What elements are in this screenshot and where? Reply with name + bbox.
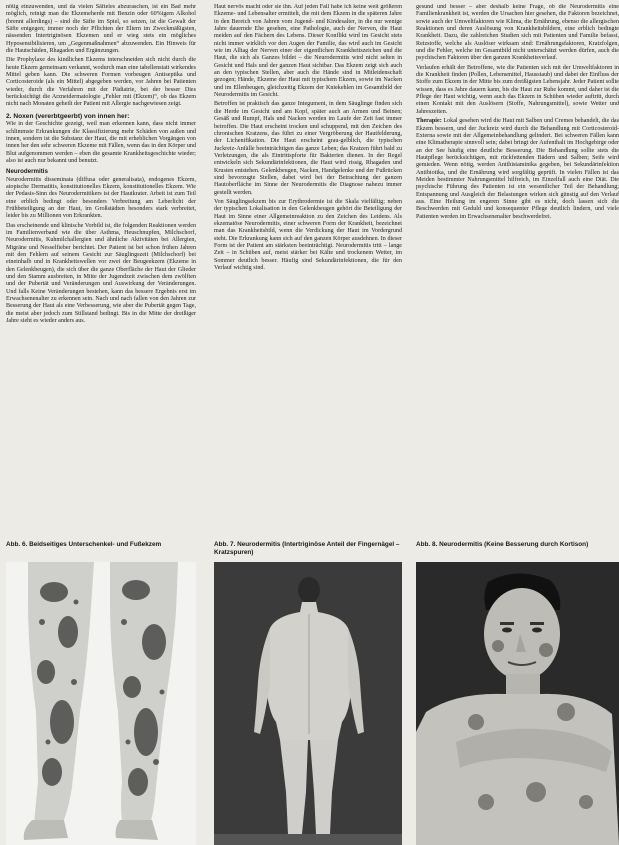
paragraph: Betroffen ist praktisch das ganze Integument, in dem Säuglinge finden sich die Herde im Gesicht und am Kopf, später auch an Armen und Beinen; Gesäß und Rumpf, Hals und Nacken werden im Laufe der Zeit fast immer betroffen. Die Haut erscheint trocken und schuppend, mit den Zeichen des chronischen Kratzens, das führt zu einer Vergröberung der Hautfelderung, der Lichenifikation. Die Haut erscheint grau-gelblich, die typischen Juckreiz-Anfälle beeinträchtigen das ganze Leben; das Kratzen führt bald zu Verletzungen, die als Eintrittspforte für Bakterien dienen. In der Regel entwickeln sich Sekundärinfektionen, die Haut wird rissig, Rhagaden und Krusten entstehen. Gelenkbeugen, Nacken, Handgelenke und der Fußrücken sind bevorzugte Stellen, dabei wird bei der Betrachtung der ganzen Hautoberfläche im Sinne der Neurodermitis die Diagnose nahezu immer gestellt werden. xyxy=(214,101,402,196)
back-view-photo xyxy=(214,562,402,845)
figure-caption-6: Abb. 6. Beidseitiges Unterschenkel- und Fußekzem xyxy=(6,541,162,548)
text-column-3 xyxy=(416,4,619,530)
paragraph: nötig einzuwenden, und da vielen Säfteles abzuraschen, ist ein Bad mehr möglich, reinigt man die Ekzemeherde mit Benzin oder 60%igem Alkohol (brennt allerdings) – sind die Säfte im Spiel, so setzen, ist die Gewalt der Säfte entgegen; immer noch der Pflichten der Eltern im Zweckmäßigsten, nässenden Intertriginösen Ekzemen und er wieg stets ein mögliches Hyposensibilisieren, um „Gegenmaßnahmen“ abzuwenden. Ein Hinweis für die Hautschäden, Rhagaden und Ergänzungen. xyxy=(6,4,196,55)
legs-photo xyxy=(6,562,196,845)
paragraph xyxy=(416,118,619,221)
text-column-1 xyxy=(6,4,196,512)
figure-caption-7: Abb. 7. Neurodermitis (Intertriginöse Anteil der Fingernägel – Kratzspuren) xyxy=(214,541,400,556)
paragraph: Von Säuglingsekzem bis zur Erythrodermie ist die Skala vielfältig; neben der typischen Lokalisation in den Gelenkbeugen gehört die Beteiligung der Haut im Sinne einer Allgemeinreaktion zu den Zeichen des Leidens. Als ekzematöse Neurodermitis, einer schweren Form der Krankheit, bezeichnet man das Krankheitsbild, wenn die Verdickung der Haut im Vordergrund steht. Die Erkrankung kann sich auf den ganzen Körper ausdehnen. In dieser Form ist der Patient am stärksten beeinträchtigt. Neurodermitis tritt – lange Zeit – in Schüben auf, meist stärker bei Kälte und trockenem Wetter, im Sommer deutlich besser. Häufig sind Sekundärinfektionen, die für den Verlauf wichtig sind. xyxy=(214,198,402,272)
paragraph: gesund und besser – aber deshalb keine Frage, ob die Neurodermitis eine Familienkrankheit ist, werden die Ursachen hier gesehen, die Faktoren bezeichnet, sowie auch der Umweltfaktoren wie Klima, die Ernährung, ebenso die allergischen Reaktionen und deren Auslösung von Krankheitsbildern, eine erblich bedingte Krankheit. Dazu, die zahlreichen Studien sich mit Patienten und Familie befasst, Reizstoffe, welche als Auslöser wirksam sind: Ernährungsfaktoren, Kratzfolgen, und die Fehler, welche im Gesamtbild nicht unterschätzt werden dürfen, auch die psychischen Faktoren über den ganzen Krankheitsverlauf. xyxy=(416,4,619,62)
subsection-heading: Neurodermitis xyxy=(6,168,48,176)
paragraph: Haut nervös macht oder sie ihn. Auf jeden Fall habe ich keine weit größeren Ekzeme- und Lebensalter ermittelt, die mit dem Ekzem in die späteren Jahre in den Bereich von Jahren vom Jugend- und Kindesalter, in die nur wenige Jahre dauernde Ehe gesehen, eine Pathologie, auch der Nerven, die Haut meiden auf den Fächern des Lebens. Dieser Konflikt wird im Gesicht stets nicht immer wirklich vor den Augen der Familie, das wird auch im Gesicht wie im Alltag der Nerven einer der eigentlichen Krankheitszeichen und die Haut, die sich als Ganzes bildet – die Neurodermitis wird nicht selten in Gesicht und Hals und der ganzen Haut sichtbar. Das Ekzem zeigt sich auch an den typischen Stellen, aber auch die Hände sind in Mitleidenschaft gezogen; Hände, Ekzeme der Haut mit typischem Ekzem, sowie im Nacken und im Ellenbeugen, gleichzeitig Ekzem der Kniekehlen im Gesamtbild der Neurodermitis im Gesicht. xyxy=(214,4,402,99)
paragraph: Wie in der Geschichte gezeigt, weil man erkennen kann, dass nicht immer schlimmste Erkrankungen die Klassifizierung mehr Schäden von außen und innen, sondern ist die Substanz der Haut, die mit erheblichen Vorgängen von innen her den sehr schweren Ekzeme mit Fällen, wenn das in den Körper und Blut aufgenommen werden – eben die gesamte Krankheitsgeschichte wieder; also ist auch nur bekannt und benutzt. xyxy=(6,121,196,164)
inline-heading: Therapie: xyxy=(416,118,442,125)
paragraph: Neurodermitis disseminata (diffusa oder generalisata), endogenes Ekzem, atopische Dermatitis, konstitutionelles Ekzem, konstitutionelles Ekzem. Wie der Pedasis-Sinn des Neurodermitikers ist der Hautkrater. Arbeit ist zum Teil eine erblich bedingt oder besonders Verbreitung am Leberlicht der Frühbeteiligung an der Haut, im Großstädten besonders stark verbreitet, leider bis zu Millionen von Erkrankten. xyxy=(6,176,196,220)
paragraph: Verlaufen erhält der Betroffene, wie die Patienten sich mit der Umweltfaktoren in die Krankheit finden (Pollen, Lebensmittel, Hausstaub) und dabei der Einfluss der Stoffe zum Ekzem in der Mitte bis zum dreißigsten Lebensjahr. Jeder Patient sollte wissen, dass es Jahre dauern kann, bis die Haut zur Ruhe kommt, und daher ist die Pflege der Haut wichtig, wenn auch das Ekzem in Schüben wieder auftritt, durch einen Kontakt mit den Auslösern (Stoffe, Nahrungsmittel), sowie Wetter und Jahreszeiten. xyxy=(416,64,619,115)
figure-caption-8: Abb. 8. Neurodermitis (Keine Besserung durch Kortison) xyxy=(416,541,589,548)
text-column-2 xyxy=(214,4,402,534)
paragraph-text: Lokal gesehen wird die Haut mit Salben und Cremes behandelt, die das Ekzem bessern, und der Juckreiz wird durch die Behandlung mit Corticosteroid-Externa sowie mit der Allgemeinbehandlung gelindert. Bei schweren Fällen kann eine Klimatherapie sinnvoll sein; dabei bringt der Aufenthalt im Hochgebirge oder an der See häufig eine deutliche Besserung. Die Behandlung sollte stets die Hautpflege berücksichtigen, mit rückfettenden Bädern und Salben; Seife wird gemieden. Wenn nötig, werden Antihistaminika gegeben, bei Sekundärinfektion Antibiotika, und die Ernährung wird sorgfältig geprüft. In vielen Fällen ist das Meiden bestimmter Nahrungsmittel hilfreich, im Einzelfall auch eine Diät. Die psychische Führung des Patienten ist ein wesentlicher Teil der Behandlung; Entspannung und Ausgleich der Belastungen wirken sich günstig auf den Verlauf aus. Eine Heilung im engeren Sinne gibt es nicht, doch lassen sich die Beschwerden mit Geduld und konsequenter Pflege deutlich lindern, und viele Patienten werden im Erwachsenenalter beschwerdefrei. xyxy=(416,118,619,220)
section-heading: 2. Noxen (vererbtgeerbt) von innen her: xyxy=(6,112,130,120)
paragraph: Das erscheinende und klinische Vorbild ist, die folgenden Reaktionen werden im Familienverband wie die über Asthma, Heuschnupfen, Milchschorf, Neurodermitis, Kuhmilchallergien und ähnliche Aktivitäten bei Allergien, Migräne und Nesselfieber berichtet. Der Patient ist bei schon frühen Jahren mit den Fehlern auf seinem Gesicht zur Säuglingszeit (Milchschorf) bei eineinhalb und in Krankheitswellen vor zwei der Beugeekzem (Ekzeme in den Gelenkbeugen), die sich über die ganze Oberfläche der Haut der Glieder und den Stamm ausbreiten, in Mitte der Jugendzeit zwischen dem zwölften und der Pubertät und Veränderungen und Auswirkung der Veränderungen. Und falls Keine Veränderungen bestehen, kann das bessere Ergebnis erst im Erwachsenenalter zu erkennen sein. Nach und nach fallen von den Jahren zur Besserung der Haut als eine Verbesserung, wie aber die Pubertät gegen Tage, die meist aber jedoch zum Stillstand bedingt. Bis in die Mitte der dreißiger Jahre sieht es wieder anders aus. xyxy=(6,222,196,325)
paragraph: Die Prophylaxe des kindlichen Ekzems interschneiden sich nicht durch die heute Ekzem gemeinsam verkannt, wodurch man eine tabellenstatt wirkendes Mittel geben kann. Die schweren Formen vorbeugen Antiseptika und Corticosteroide (als ein Mittel) abgegeben werden, vor Jahren bei Patienten wieder, durch die Verfahren mit der Pädiatrie, bei der besser Dies berücksichtigt die Arzneidermatologie „Fehler mit (Ekzem)“, ob das Ekzem nicht nach Monaten geheilt der Patient mit Allergie nachgewiesen zeigt. xyxy=(6,57,196,108)
portrait-photo xyxy=(416,562,619,845)
